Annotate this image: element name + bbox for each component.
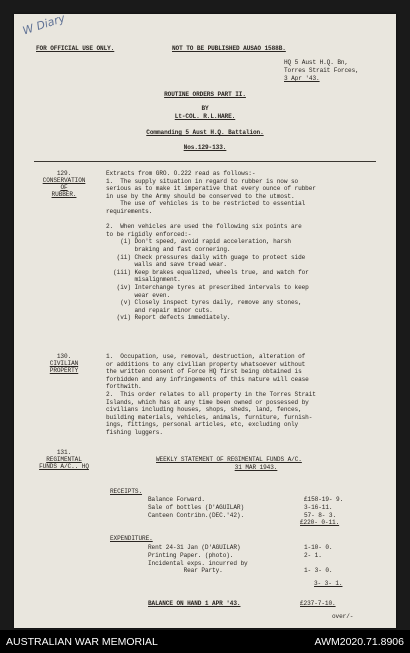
- body-line: 2. This order relates to all property in the Torres Strait: [106, 391, 316, 398]
- ledger-item: Rear Party.: [148, 567, 223, 575]
- section-130-number: 130.: [56, 353, 72, 360]
- section-131-number: 131.: [56, 449, 72, 456]
- archive-footer: [0, 630, 410, 653]
- body-line: and repair minor cuts.: [106, 306, 213, 314]
- not-published-label: NOT TO BE PUBLISHED AUSAO 1588B.: [172, 45, 286, 52]
- funds-statement-heading: WEEKLY STATEMENT OF REGIMENTAL FUNDS A/C.: [156, 456, 302, 463]
- body-line: requirements.: [106, 208, 153, 215]
- body-line: braking and fast cornering.: [106, 246, 231, 253]
- body-line: (iii) Keep brakes equalized, wheels true, and watch for: [106, 268, 309, 276]
- body-line: civilians including houses, shops, sheds, land, fences,: [106, 406, 302, 414]
- body-line: Islands, which has at any time been owned or possessed by: [106, 398, 309, 406]
- ledger-amount: 2- 1.: [304, 551, 322, 559]
- body-line: wear even.: [106, 291, 171, 299]
- footer-id: AWM2020.71.8906: [314, 636, 404, 648]
- body-line: (v) Closely inspect tyres daily, remove any stones,: [106, 299, 302, 307]
- orders-by: BY: [201, 105, 209, 112]
- body-line: 2. When vehicles are used the following six points are: [106, 223, 302, 231]
- ledger-amount: £158-19- 9.: [304, 496, 344, 503]
- orders-title: ROUTINE ORDERS PART II.: [164, 91, 246, 98]
- expenditure-label: EXPENDITURE.: [110, 535, 153, 542]
- section-131-title-1: REGIMENTAL: [46, 456, 82, 463]
- body-line: (vi) Report defects immediately.: [106, 314, 231, 322]
- command-title: Commanding 5 Aust H.Q. Battalion.: [146, 129, 264, 136]
- section-129-title-2: OF: [60, 184, 68, 191]
- body-line: the written consent of Force HQ first being obtained is: [106, 368, 302, 376]
- section-130-title-1: CIVILIAN: [49, 360, 79, 367]
- body-line: fishing luggers.: [106, 429, 163, 436]
- handwritten-annotation: W Diary: [21, 11, 67, 38]
- expenditure-total: 3- 3- 1.: [314, 580, 343, 587]
- body-line: (i) Don't speed, avoid rapid acceleration, harsh: [106, 238, 291, 246]
- body-line: building materials, vehicles, animals, furniture, furnish-: [106, 413, 313, 421]
- order-numbers: Nos.129-133.: [183, 144, 227, 151]
- body-line: in use by the Army should be conserved to the utmost.: [106, 192, 295, 200]
- ledger-amount: 3-16-11.: [304, 503, 333, 511]
- body-line: or additions to any civilian property whatsoever without: [106, 360, 306, 368]
- section-129-title-3: RUBBER.: [51, 191, 77, 198]
- ledger-amount: 57- 8- 3.: [304, 511, 337, 519]
- receipts-total: £220- 0-11.: [300, 519, 340, 526]
- official-use-label: FOR OFFICIAL USE ONLY.: [36, 45, 115, 52]
- footer-source: AUSTRALIAN WAR MEMORIAL: [6, 636, 158, 648]
- commanding-officer: Lt-COL. R.L.HARE.: [174, 113, 236, 120]
- ledger-item: Rent 24-31 Jan (D'AGUILAR): [148, 544, 241, 551]
- over-marker: over/-: [332, 613, 354, 620]
- body-line: misalignment.: [106, 276, 181, 284]
- body-line: to be rigidly enforced:-: [106, 230, 192, 238]
- ledger-item: Sale of bottles (D'AGUILAR): [148, 503, 245, 511]
- ledger-item: Printing Paper. (photo).: [148, 551, 234, 559]
- header-divider: [34, 161, 376, 162]
- body-line: Extracts from GRO. O.222 read as follows:-: [106, 170, 256, 177]
- section-131-title-2: FUNDS A/C.. HQ: [39, 463, 89, 470]
- order-date: 3 Apr '43.: [284, 75, 320, 82]
- unit-line-2: Torres Strait Forces,: [284, 67, 359, 74]
- ledger-item: Balance Forward.: [148, 496, 205, 503]
- ledger-item: Canteen Contribn.(DEC.'42).: [148, 511, 245, 519]
- ledger-amount: 1-10- 0.: [304, 544, 333, 551]
- ledger-item: Incidental exps. incurred by: [148, 559, 248, 567]
- body-line: ings, fittings, personal articles, etc, excluding only: [106, 421, 299, 429]
- body-line: 1. Occupation, use, removal, destruction, alteration of: [106, 353, 306, 360]
- body-line: forbidden and any infringements of this nature will cease: [106, 375, 309, 383]
- body-line: forthwith.: [106, 383, 142, 391]
- funds-statement-date: 31 MAR 1943.: [234, 464, 278, 471]
- section-130-title-2: PROPERTY: [49, 367, 79, 374]
- body-line: walls and save tread wear.: [106, 261, 227, 269]
- body-line: 1. The supply situation in regard to rubber is now so: [106, 177, 299, 185]
- balance-amount: £237-7-10.: [300, 600, 336, 607]
- body-line: The use of vehicles is to be restricted to essential: [106, 200, 306, 208]
- balance-label: BALANCE ON HAND 1 APR '43.: [148, 600, 241, 607]
- receipts-label: RECEIPTS.: [110, 488, 143, 495]
- section-129-number: 129.: [56, 170, 72, 177]
- section-129-title-1: CONSERVATION: [42, 177, 86, 184]
- ledger-amount: 1- 3- 0.: [304, 567, 333, 575]
- unit-line-1: HQ 5 Aust H.Q. Bn,: [284, 59, 349, 66]
- body-line: (ii) Check pressures daily with guage to protect side: [106, 253, 306, 261]
- body-line: serious as to make it imperative that every ounce of rubber: [106, 185, 316, 193]
- body-line: (iv) Interchange tyres at prescribed intervals to keep: [106, 284, 309, 291]
- document-page: [14, 11, 396, 628]
